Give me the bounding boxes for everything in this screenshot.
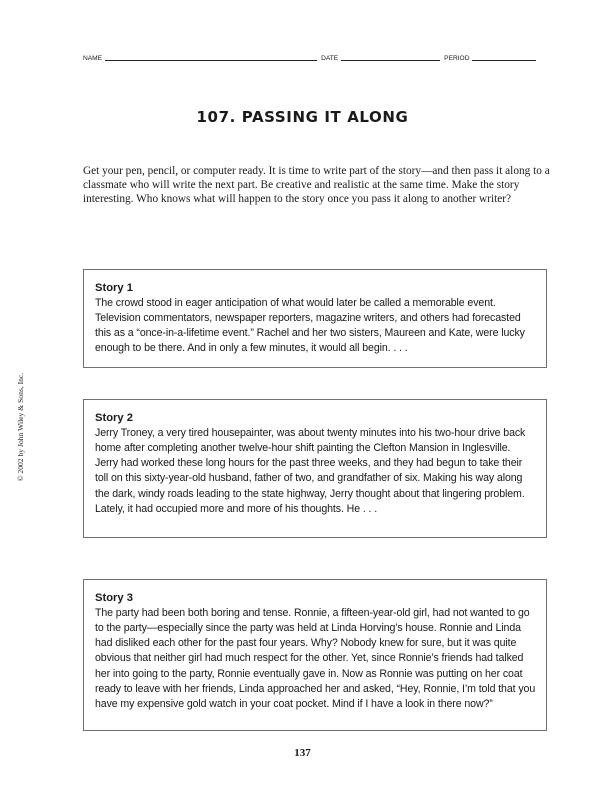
story-box-3 <box>83 579 547 731</box>
date-label: DATE <box>321 55 339 62</box>
instructions-paragraph: Get your pen, pencil, or computer ready. It is time to write part of the story—and then pass it along to a classmate who will write the next part. Be creative and realistic at the same time. Make the story interesting. Who knows what will happen to the story once you pass it along to another writer? <box>83 165 550 205</box>
story-heading: Story 2 <box>95 412 133 424</box>
story-text: Jerry Troney, a very tired housepainter, was about twenty minutes into his two-hour drive back home after completing another twelve-hour shift painting the Clefton Mansion in Inglesville. Jerry had worked these long hours for the past three weeks, and they had begun to take their toll on this sixty-year-old husband, father of two, and grandfather of six. Making his way along the dark, windy roads leading to the state highway, Jerry thought about that lingering problem. Lately, it had occupied more and more of his thoughts. He . . . <box>95 427 526 515</box>
story-heading: Story 3 <box>95 592 133 604</box>
story-box-2 <box>83 399 547 538</box>
story-text: The crowd stood in eager anticipation of what would later be called a memorable event. Television commentators, newspaper reporters, magazine writers, and others had forecasted this as a “once-in-a-lifetime event.” Rachel and her two sisters, Maureen and Kate, were lucky enough to be there. And in only a few minutes, it would all begin. . . . <box>95 297 525 355</box>
name-label: NAME <box>83 55 103 62</box>
story-box-1 <box>83 269 547 368</box>
page-number: 137 <box>294 747 311 759</box>
name-blank-line[interactable] <box>105 54 317 61</box>
copyright-notice: © 2002 by John Wiley & Sons, Inc. <box>16 372 25 482</box>
period-blank-line[interactable] <box>472 54 536 61</box>
student-info-header <box>83 54 549 62</box>
date-blank-line[interactable] <box>341 54 440 61</box>
period-label: PERIOD <box>444 55 470 62</box>
story-heading: Story 1 <box>95 282 133 294</box>
page-title: 107. PASSING IT ALONG <box>196 108 409 126</box>
story-text: The party had been both boring and tense. Ronnie, a fifteen-year-old girl, had not wanted to go to the party—especially since the party was held at Linda Horving’s house. Ronnie and Linda had disliked each other for the past four years. Why? Nobody knew for sure, but it was quite obvious that neither girl had much respect for the other. Yet, since Ronnie’s friends had talked her into going to the party, Ronnie eventually gave in. Now as Ronnie was putting on her coat ready to leave with her friends, Linda approached her and asked, “Hey, Ronnie, I’m told that you have my expensive gold watch in your coat pocket. Mind if I have a look in there now?” <box>95 607 536 710</box>
